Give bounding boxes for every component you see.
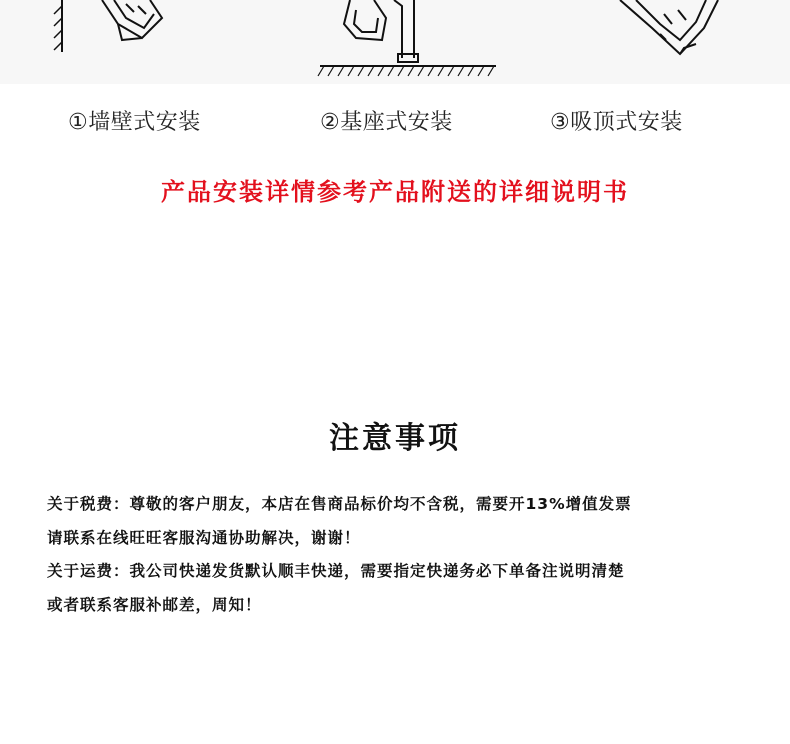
notice-shipping-line-2: 或者联系客服补邮差，周知！ [47,596,262,614]
wall-mount-illustration [30,0,210,84]
notice-tax-line-1: 关于税费：尊敬的客户朋友，本店在售商品标价均不含税，需要开13%增值发票 [47,495,632,513]
ceiling-mount-illustration [600,0,740,84]
caption-ceiling-mount: ③吸顶式安装 [550,110,683,135]
notice-tax-line-2: 请联系在线旺旺客服沟通协助解决，谢谢！ [47,529,361,547]
notice-shipping-line-1: 关于运费：我公司快递发货默认顺丰快递，需要指定快递务必下单备注说明清楚 [47,562,625,580]
base-mount-illustration [310,0,510,84]
notice-title: 注意事项 [329,421,461,456]
installation-manual-note: 产品安装详情参考产品附送的详细说明书 [161,178,629,206]
caption-wall-mount: ①墙壁式安装 [68,110,201,135]
caption-base-mount: ②基座式安装 [320,110,453,135]
